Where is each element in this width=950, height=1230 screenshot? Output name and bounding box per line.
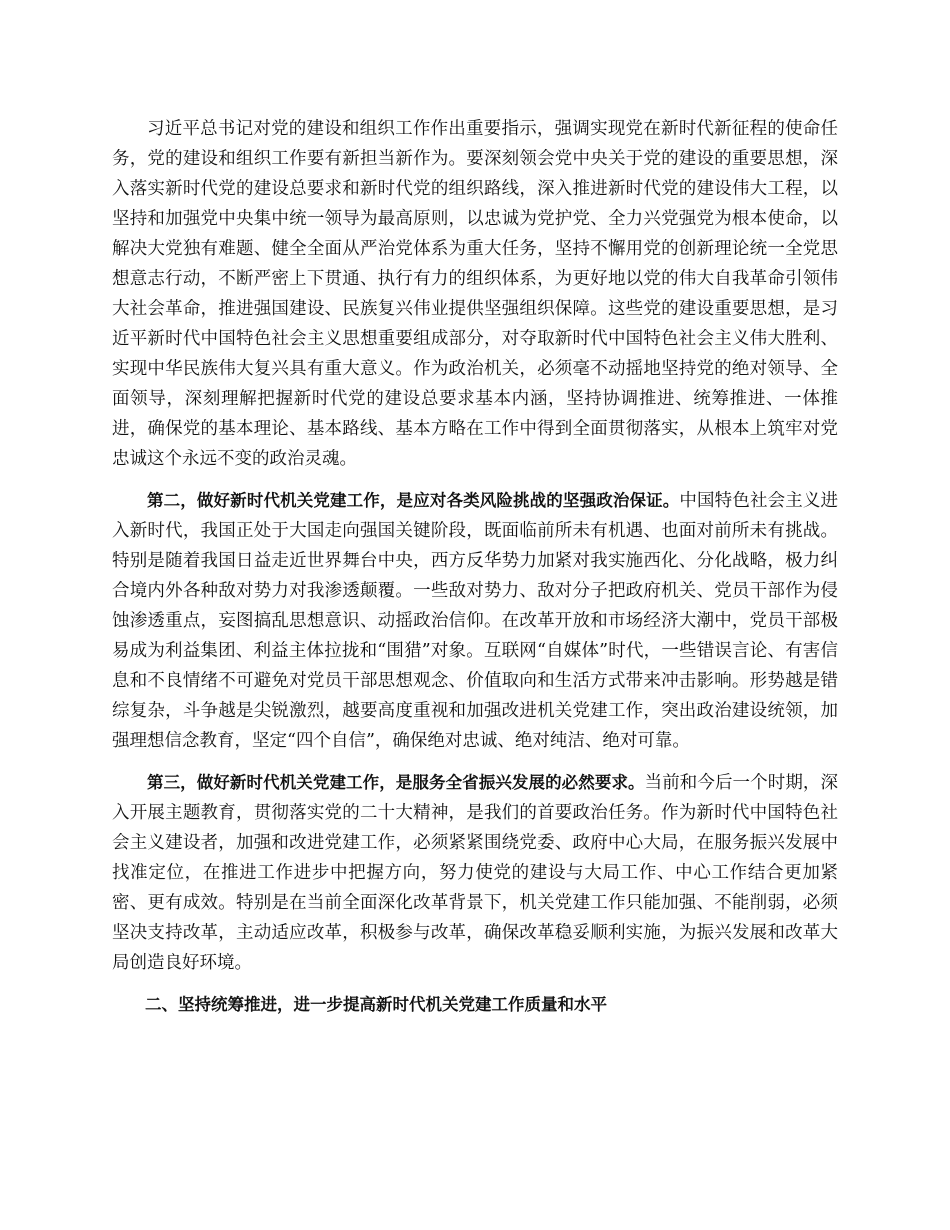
- paragraph-text: 当前和今后一个时期，深入开展主题教育，贯彻落实党的二十大精神，是我们的首要政治任务。作为新时代中国特色社会主义建设者，加强和改进党建工作，必须紧紧围绕党委、政府中心大局，在服务振兴发展中找准定位，在推进工作进步中把握方向，努力使党的建设与大局工作、中心工作结合更加紧密、更有成效。特别是在当前全面深化改革背景下，机关党建工作只能加强、不能削弱，必须坚决支持改革，主动适应改革，积极参与改革，确保改革稳妥顺利实施，为振兴发展和改革大局创造良好环境。: [112, 773, 838, 973]
- paragraph-lead: 第二，做好新时代机关党建工作，是应对各类风险挑战的坚强政治保证。: [147, 491, 680, 510]
- paragraph-intro: [112, 114, 838, 474]
- paragraph-text: 中国特色社会主义进入新时代，我国正处于大国走向强国关键阶段，既面临前所未有机遇、也面对前所未有挑战。特别是随着我国日益走近世界舞台中央，西方反华势力加紧对我实施西化、分化战略，极力纠合境内外各种敌对势力对我渗透颠覆。一些敌对势力、敌对分子把政府机关、党员干部作为侵蚀渗透重点，妄图搞乱思想意识、动摇政治信仰。在改革开放和市场经济大潮中，党员干部极易成为利益集团、利益主体拉拢和“围猎”对象。互联网“自媒体”时代，一些错误言论、有害信息和不良情绪不可避免对党员干部思想观念、价值取向和生活方式带来冲击影响。形势越是错综复杂，斗争越是尖锐激烈，越要高度重视和加强改进机关党建工作，突出政治建设统领，加强理想信念教育，坚定“四个自信”，确保绝对忠诚、绝对纯洁、绝对可靠。: [112, 491, 839, 751]
- paragraph-text: 习近平总书记对党的建设和组织工作作出重要指示，强调实现党在新时代新征程的使命任务，党的建设和组织工作要有新担当新作为。要深刻领会党中央关于党的建设的重要思想，深入落实新时代党的建设总要求和新时代党的组织路线，深入推进新时代党的建设伟大工程，以坚持和加强党中央集中统一领导为最高原则，以忠诚为党护党、全力兴党强党为根本使命，以解决大党独有难题、健全全面从严治党体系为重大任务，坚持不懈用党的创新理论统一全党思想意志行动，不断严密上下贯通、执行有力的组织体系，为更好地以党的伟大自我革命引领伟大社会革命，推进强国建设、民族复兴伟业提供坚强组织保障。这些党的建设重要思想，是习近平新时代中国特色社会主义思想重要组成部分，对夺取新时代中国特色社会主义伟大胜利、实现中华民族伟大复兴具有重大意义。作为政治机关，必须毫不动摇地坚持党的绝对领导、全面领导，深刻理解把握新时代党的建设总要求基本内涵，坚持协调推进、统筹推进、一体推进，确保党的基本理论、基本路线、基本方略在工作中得到全面贯彻落实，从根本上筑牢对党忠诚这个永远不变的政治灵魂。: [112, 119, 838, 469]
- paragraph-lead: 第三，做好新时代机关党建工作，是服务全省振兴发展的必然要求。: [147, 773, 645, 792]
- paragraph-second: [112, 486, 838, 756]
- section-heading: 二、坚持统筹推进，进一步提高新时代机关党建工作质量和水平: [145, 995, 607, 1014]
- paragraph-third: [112, 768, 838, 978]
- document-body: [112, 114, 838, 1020]
